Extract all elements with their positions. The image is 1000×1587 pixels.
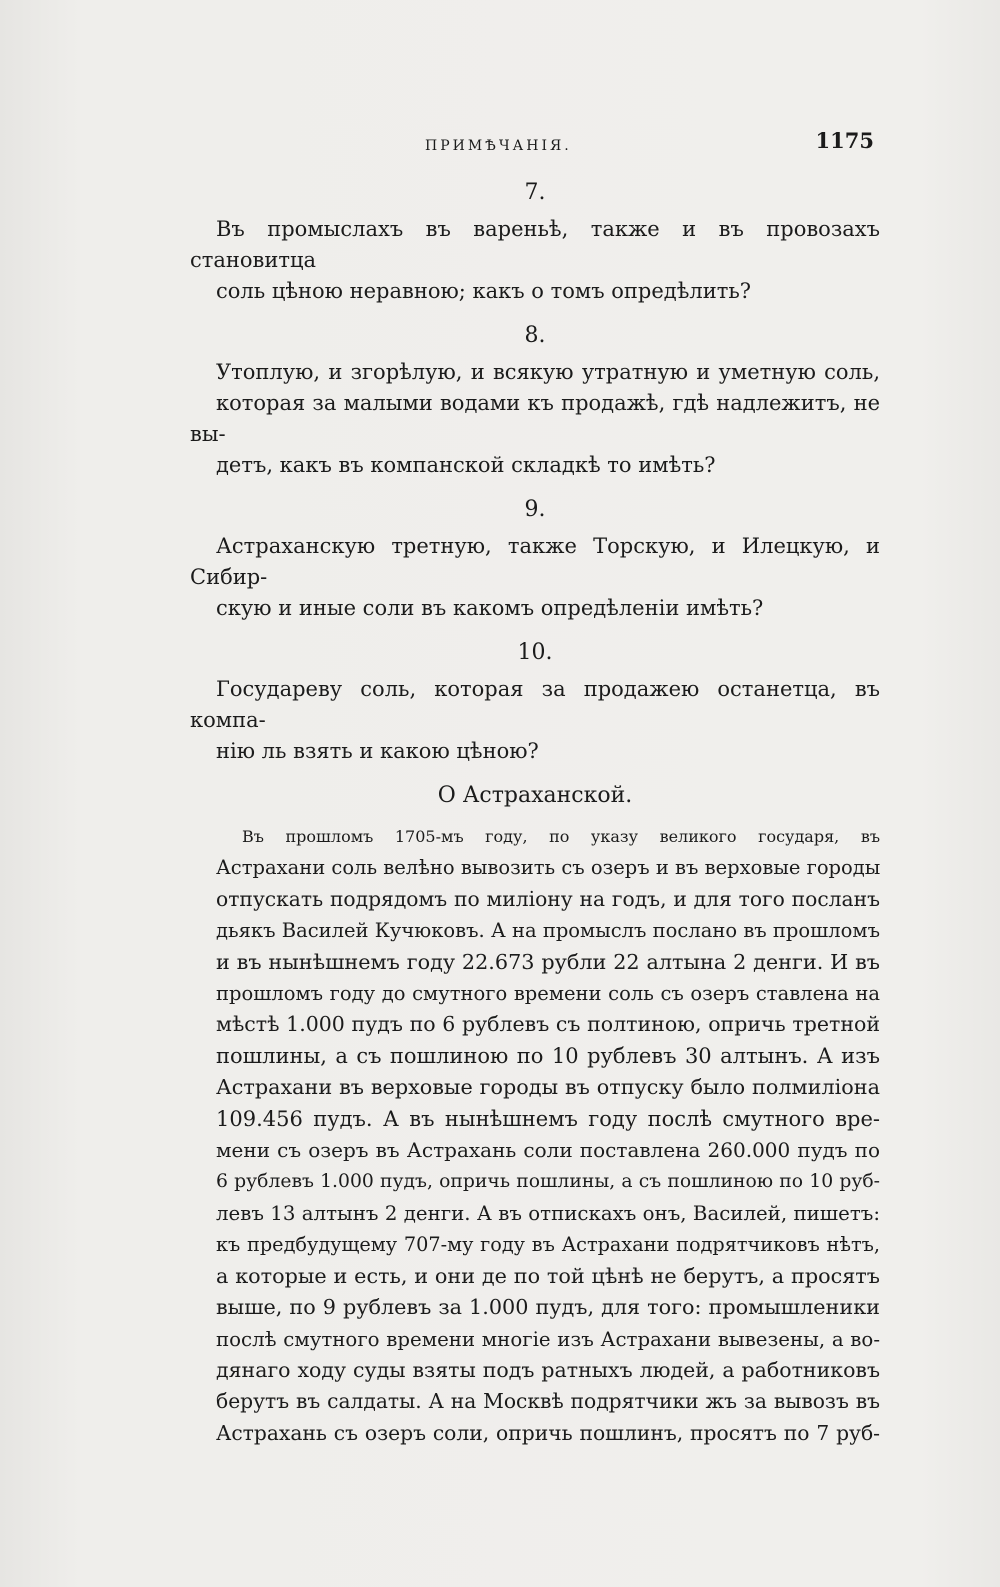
text-line: отпускать подрядомъ по миліону на годъ, и для того посланъ — [216, 886, 880, 911]
section-9 — [190, 489, 880, 624]
text-line: 109.456 пудъ. А въ нынѣшнемъ году послѣ смутного вре- — [216, 1106, 880, 1131]
text-line: берутъ въ салдаты. А на Москвѣ подрятчики жъ за вывозъ въ — [216, 1389, 880, 1414]
text-line: выше, по 9 рублевъ за 1.000 пудъ, для того: промышленики — [216, 1295, 880, 1320]
text-line: Въ промыслахъ въ вареньѣ, также и въ провозахъ становитца — [190, 217, 880, 272]
text-line: а которые и есть, и они де по той цѣнѣ не берутъ, а просятъ — [216, 1263, 880, 1288]
section-8 — [190, 315, 880, 481]
section-paragraph — [190, 531, 880, 624]
section-7 — [190, 172, 880, 307]
text-line: дьякъ Василей Кучюковъ. А на промыслъ послано въ прошломъ — [216, 919, 880, 943]
text-line: Государеву соль, которая за продажею останетца, въ компа- — [190, 677, 880, 732]
running-title: ПРИМѢЧАНІЯ. — [425, 138, 572, 154]
section-10 — [190, 632, 880, 767]
text-line: Утоплую, и згорѣлую, и всякую утратную и уметную соль, — [216, 360, 880, 384]
main-paragraph — [190, 821, 880, 1449]
section-paragraph — [190, 214, 880, 307]
page-number: 1175 — [815, 128, 874, 153]
text-line: Въ прошломъ 1705-мъ году, по указу великого государя, въ — [242, 827, 880, 846]
text-line: детъ, какъ въ компанской складкѣ то имѣть? — [216, 453, 716, 477]
text-line: мени съ озеръ въ Астрахань соли поставлена 260.000 пудъ по — [216, 1138, 880, 1163]
page-header — [190, 128, 880, 168]
section-number: 8. — [524, 323, 546, 348]
text-line: 6 рублевъ 1.000 пудъ, опричь пошлины, а съ пошлиною по 10 руб- — [216, 1171, 880, 1193]
body-text — [190, 172, 880, 1457]
section-number: 7. — [524, 180, 546, 205]
text-line: левъ 13 алтынъ 2 денги. А въ отпискахъ онъ, Василей, пишетъ: — [216, 1201, 880, 1225]
section-paragraph — [190, 674, 880, 767]
text-line: послѣ смутного времени многіе изъ Астрахани вывезены, а во- — [216, 1327, 880, 1351]
text-line: дянаго ходу суды взяты подъ ратныхъ людей, а работниковъ — [216, 1357, 880, 1382]
text-line: Астрахани соль велѣно вывозить съ озеръ и въ верховые городы — [216, 856, 881, 880]
text-line: скую и иные соли въ какомъ опредѣленіи имѣть? — [216, 596, 764, 620]
text-line: и въ нынѣшнемъ году 22.673 рубли 22 алтына 2 денги. И въ — [216, 949, 880, 974]
text-line: соль цѣною неравною; какъ о томъ опредѣлить? — [216, 279, 752, 303]
section-paragraph — [190, 357, 880, 481]
text-line: Астраханскую третную, также Торскую, и Илецкую, и Сибир- — [190, 534, 880, 589]
text-line: Астрахань съ озеръ соли, опричь пошлинъ, просятъ по 7 руб- — [216, 1420, 880, 1445]
text-line: прошломъ году до смутного времени соль съ озеръ ставлена на — [216, 982, 880, 1006]
section-number: 9. — [524, 497, 546, 522]
section-number: 10. — [517, 640, 553, 665]
text-line: къ предбудущему 707-му году въ Астрахани подрятчиковъ нѣтъ, — [216, 1233, 880, 1257]
text-line: нію ль взять и какою цѣною? — [216, 739, 539, 763]
subheading: О Астраханской. — [437, 783, 633, 808]
text-line: мѣстѣ 1.000 пудъ по 6 рублевъ съ полтиною, опричь третной — [216, 1012, 880, 1037]
text-line: пошлины, а съ пошлиною по 10 рублевъ 30 алтынъ. А изъ — [216, 1043, 880, 1068]
text-line: Астрахани въ верховые городы въ отпуску было полмиліона — [216, 1075, 880, 1100]
text-line: которая за малыми водами къ продажѣ, гдѣ надлежитъ, не вы- — [190, 391, 880, 446]
